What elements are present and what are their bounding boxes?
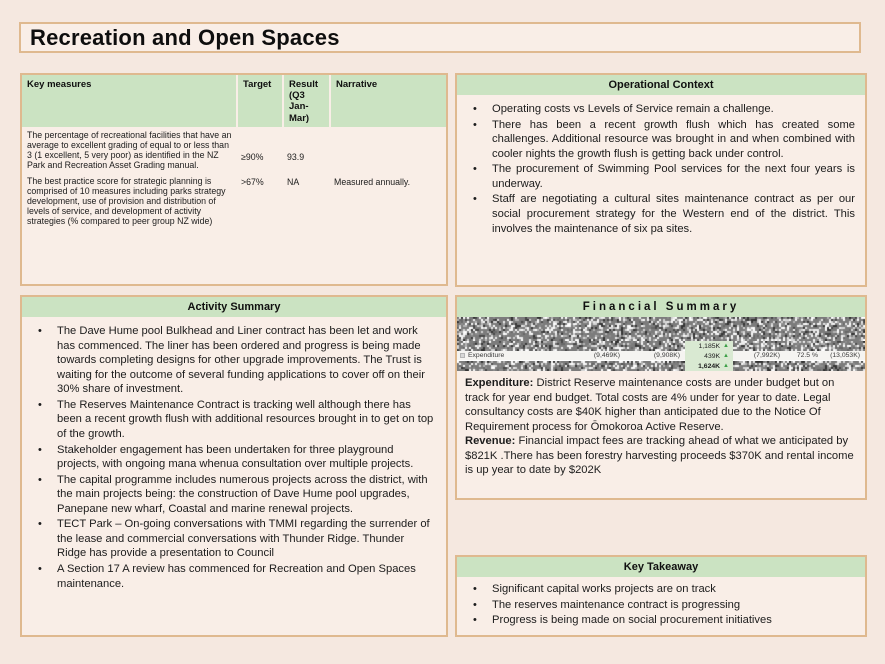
activity-summary-list — [22, 317, 446, 596]
list-item: • The Reserves Maintenance Contract is tracking well although there has been a recent growth flush with additional resources brought in to get on top of the growth. — [34, 398, 436, 442]
key-takeaway-title: Key Takeaway — [457, 557, 865, 577]
expenditure-label: Expenditure: — [465, 377, 534, 389]
row-label: Expenditure — [468, 352, 505, 359]
list-item: • Stakeholder engagement has been undertaken for three playground projects, with ongoing mana whenua consultation over multiple projects. — [34, 443, 436, 472]
list-item: • Progress is being made on social procurement initiatives — [469, 613, 855, 628]
key-measures-panel — [20, 73, 448, 286]
table-row — [457, 341, 865, 351]
financial-table-header-redacted — [457, 317, 865, 341]
actual-ytd-cell: (9,469K) — [563, 351, 625, 361]
operational-context-panel — [455, 73, 867, 287]
trend-up-icon: ▲ — [723, 363, 729, 369]
row-label-cell — [457, 351, 563, 361]
col-header-key-measures: Key measures — [22, 75, 236, 127]
activity-summary-panel — [20, 295, 448, 637]
list-item: • Significant capital works projects are on track — [469, 582, 855, 597]
budget-ytd-cell: (9,908K) — [625, 351, 685, 361]
key-takeaway-panel — [455, 555, 867, 637]
financial-table — [457, 317, 865, 371]
table-row — [457, 351, 865, 361]
table-row — [22, 127, 446, 173]
narrative-cell — [329, 127, 446, 173]
col-header-narrative: Narrative — [329, 75, 446, 127]
operational-context-title: Operational Context — [457, 75, 865, 95]
redacted-cells — [457, 341, 685, 351]
list-item: • The reserves maintenance contract is progressing — [469, 598, 855, 613]
trend-up-icon: ▲ — [723, 343, 729, 349]
list-item: • The procurement of Swimming Pool services for the next four years is underway. — [469, 162, 855, 191]
variance-cell — [685, 341, 733, 351]
expenditure-paragraph — [465, 376, 857, 434]
redacted-cells — [457, 361, 685, 371]
financial-summary-text — [457, 371, 865, 478]
col-header-result: Result (Q3 Jan-Mar) — [282, 75, 329, 127]
target-cell: ≥90% — [241, 151, 264, 162]
financial-summary-panel — [455, 295, 867, 500]
narrative-cell: Measured annually. — [334, 176, 411, 187]
key-takeaway-list — [457, 577, 865, 633]
list-item: • There has been a recent growth flush which has created some challenges. Additional resource was brought in and when combined with cooler nights the growth flush is getting back under control. — [469, 118, 855, 162]
trend-up-icon: ▲ — [723, 353, 729, 359]
key-measures-header-row — [22, 75, 446, 127]
revenue-label: Revenue: — [465, 435, 516, 448]
table-row — [457, 361, 865, 371]
expand-icon[interactable] — [460, 353, 465, 358]
list-item: • The Dave Hume pool Bulkhead and Liner contract has been let and work has commenced. The liner has been ordered and progress is being made towards completing designs for other upgrade improvements. The Trust is waiting for the outcome of several funding applications to cover off on their 30% share of investment. — [34, 324, 436, 397]
variance-value: 439K — [704, 352, 721, 360]
variance-value: 1,624K — [698, 362, 721, 370]
measure-cell: The best practice score for strategic planning is comprised of 10 measures including parks strategy development, use of provision and distribution of levels of service, and development of activity strategies (% compared to peer group NZ wide) — [27, 175, 226, 227]
list-item: • Staff are negotiating a cultural sites maintenance contract as per our social procurement strategy for the Western end of the district. This involves the maintenance of six pa sites. — [469, 192, 855, 236]
variance-cell — [685, 361, 733, 371]
variance-cell — [685, 351, 733, 361]
financial-summary-title: Financial Summary — [457, 297, 865, 317]
result-cell: NA — [287, 176, 300, 187]
page-title: Recreation and Open Spaces — [30, 24, 340, 50]
full-year-budget-cell: (13,053K) — [823, 351, 865, 361]
table-row — [22, 173, 446, 229]
list-item: • The capital programme includes numerous projects across the district, with the main projects being: the construction of Dave Hume pool upgrades, Panepane new wharf, Coastal and marine renewal projects. — [34, 473, 436, 517]
operational-context-list — [457, 95, 865, 241]
percent-cell: 72.5 % — [785, 351, 823, 361]
variance-value: 1,185K — [698, 342, 721, 350]
list-item: • TECT Park – On-going conversations with TMMI regarding the surrender of the lease and commercial conversations with Thunder Ridge. Thunder Ridge has provide a presentation to Council — [34, 517, 436, 561]
full-year-cell: (7,992K) — [733, 351, 785, 361]
redacted-cells — [733, 341, 865, 351]
col-header-target: Target — [236, 75, 282, 127]
list-item: • A Section 17 A review has commenced for Recreation and Open Spaces maintenance. — [34, 562, 436, 591]
page-title-bar — [19, 22, 861, 53]
expenditure-text: District Reserve maintenance costs are under budget but on track for year end budget. Total costs are 4% under for year to date. Legal consultancy costs are $40K higher than anticipated due to the Notice Of Requirement process for Ōmokoroa Active Reserve. — [465, 377, 835, 433]
revenue-paragraph — [465, 434, 857, 478]
revenue-text: Financial impact fees are tracking ahead of what we anticipated by $821K .There has been forestry harvesting proceeds $370K and rental income is up year to date by $202K — [465, 435, 854, 477]
activity-summary-title: Activity Summary — [22, 297, 446, 317]
measure-cell: The percentage of recreational facilities that have an average to excellent grading of equal to or less than 3 (1 excellent, 5 very poor) as identified in the NZ Park and Recreation Asset Grading manual. — [27, 129, 232, 171]
list-item: • Operating costs vs Levels of Service remain a challenge. — [469, 102, 855, 117]
redacted-cells — [733, 361, 865, 371]
result-cell: 93.9 — [287, 151, 305, 162]
target-cell: >67% — [241, 176, 264, 187]
